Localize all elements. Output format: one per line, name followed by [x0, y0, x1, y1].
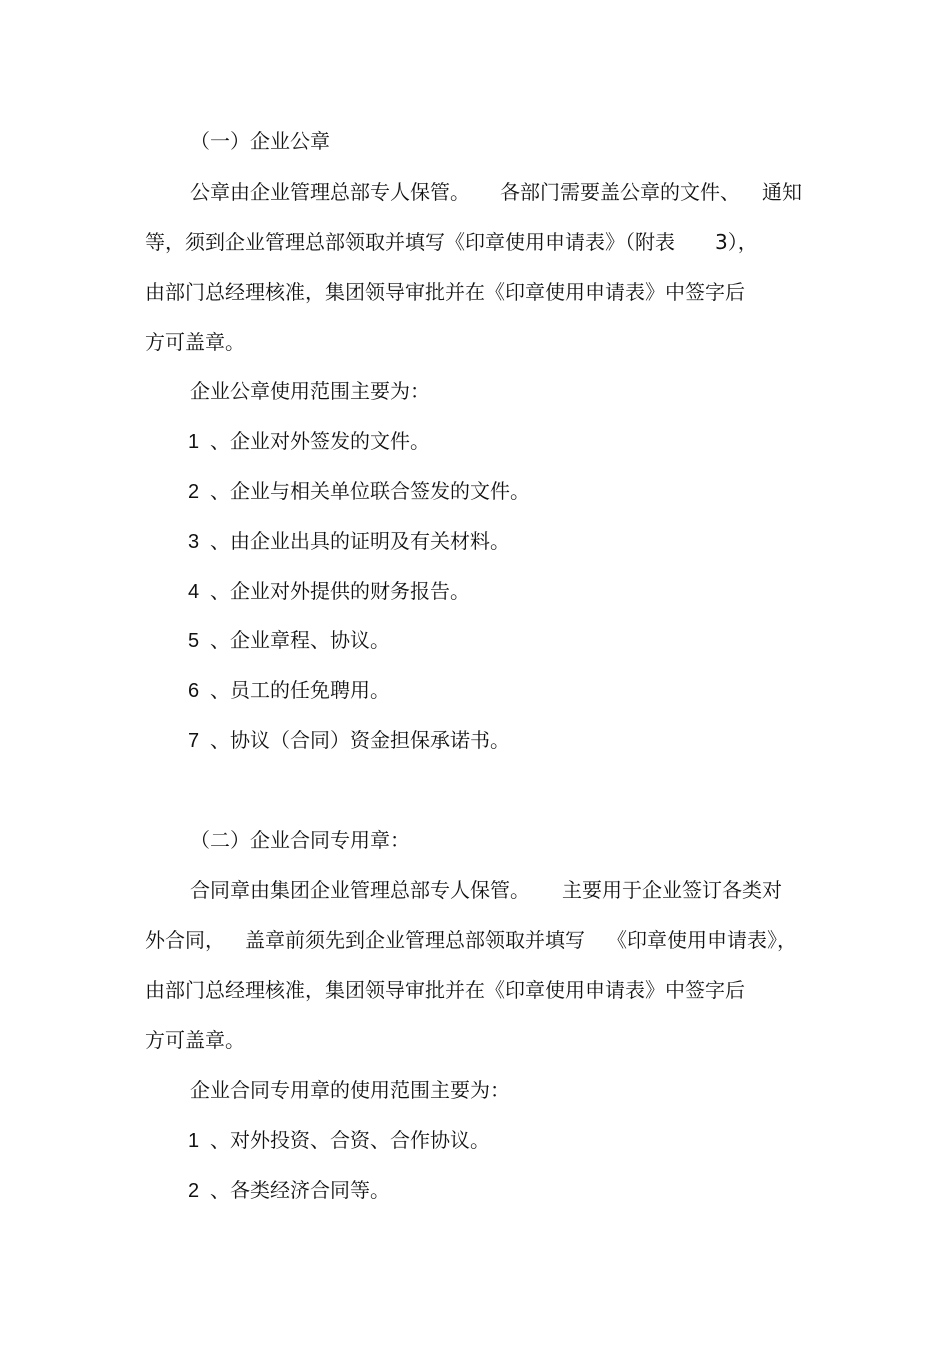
list-item: 1 、对外投资、合资、合作协议。 — [188, 1128, 490, 1152]
paragraph-line: 合同章由集团企业管理总部专人保管。 主要用于企业签订各类对 — [190, 878, 782, 902]
paragraph-line: 方可盖章。 — [145, 330, 245, 354]
paragraph-line: 由部门总经理核准，集团领导审批并在《印章使用申请表》中签字后 — [145, 978, 745, 1002]
list-item: 6 、员工的任免聘用。 — [188, 678, 390, 702]
paragraph-line: 公章由企业管理总部专人保管。 各部门需要盖公章的文件、 通知 — [190, 180, 802, 204]
paragraph-line: 由部门总经理核准，集团领导审批并在《印章使用申请表》中签字后 — [145, 280, 745, 304]
list-item: 3 、由企业出具的证明及有关材料。 — [188, 529, 510, 553]
list-item: 5 、企业章程、协议。 — [188, 628, 390, 652]
paragraph-line: 方可盖章。 — [145, 1028, 245, 1052]
paragraph-line: 等，须到企业管理总部领取并填写《印章使用申请表》（附表 3）， — [145, 230, 758, 254]
list-item: 7 、协议（合同）资金担保承诺书。 — [188, 728, 510, 752]
scope-intro: 企业合同专用章的使用范围主要为： — [190, 1078, 510, 1102]
list-item: 2 、各类经济合同等。 — [188, 1178, 390, 1202]
list-item: 4 、企业对外提供的财务报告。 — [188, 579, 470, 603]
list-item: 1 、企业对外签发的文件。 — [188, 429, 430, 453]
section-heading: （一）企业公章 — [190, 129, 330, 153]
paragraph-line: 外合同， 盖章前须先到企业管理总部领取并填写 《印章使用申请表》， — [145, 928, 797, 952]
list-item: 2 、企业与相关单位联合签发的文件。 — [188, 479, 530, 503]
section-heading: （二）企业合同专用章： — [190, 828, 410, 852]
scope-intro: 企业公章使用范围主要为： — [190, 379, 430, 403]
